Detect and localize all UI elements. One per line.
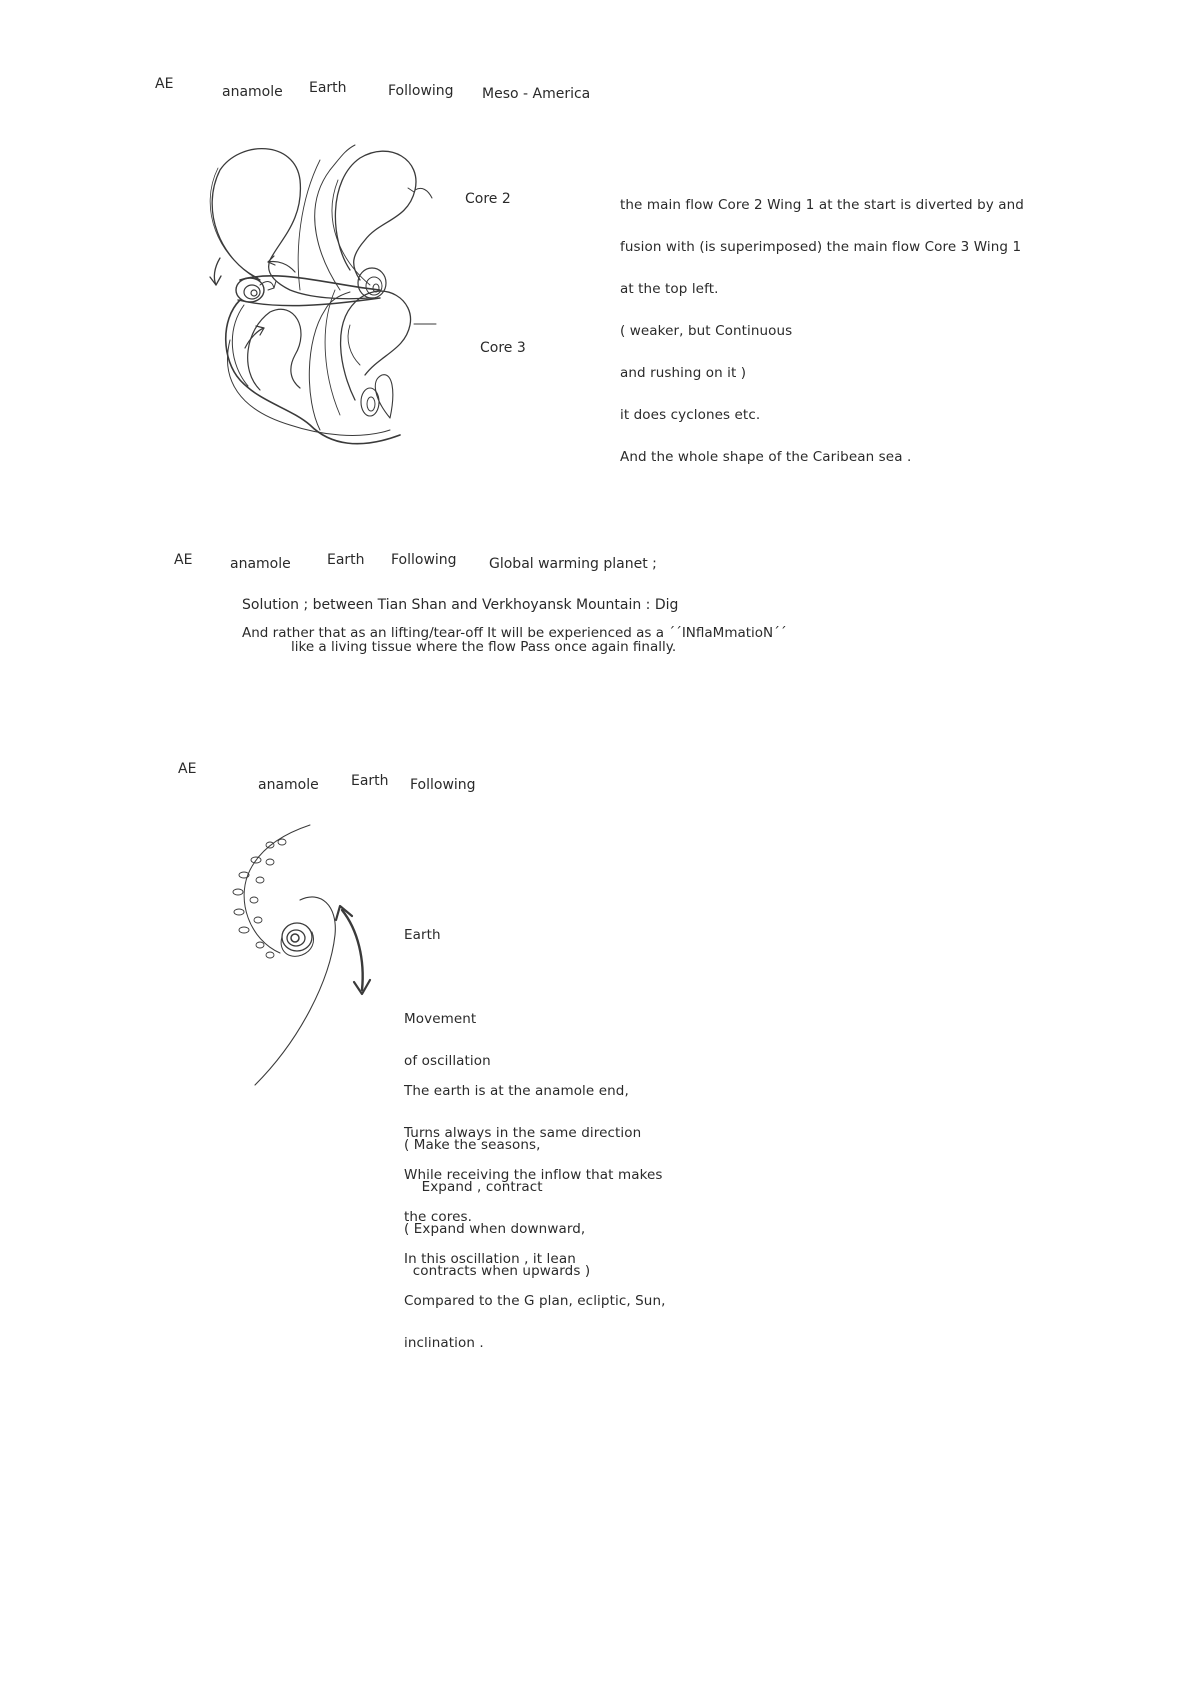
header-topic: Meso - America: [482, 86, 591, 102]
header-following: Following: [391, 552, 457, 568]
paragraph-line: the main flow Core 2 Wing 1 at the start is diverted by and: [620, 197, 1024, 213]
earth-end-description: [404, 1053, 666, 1378]
header-following: Following: [388, 83, 454, 99]
note-line: contracts when upwards ): [404, 1263, 591, 1279]
header-anamole: anamole: [258, 777, 319, 793]
note-line: of oscillation: [404, 1053, 491, 1069]
paragraph-line: the cores.: [404, 1209, 473, 1225]
note-line: Earth: [404, 927, 441, 943]
note-line: Movement: [404, 1011, 477, 1027]
paragraph-line: Turns always in the same direction: [404, 1125, 642, 1141]
header-ae: AE: [155, 76, 174, 92]
paragraph-line: Compared to the G plan, ecliptic, Sun,: [404, 1293, 666, 1309]
rather-text-line-2: like a living tissue where the flow Pass once again finally.: [291, 639, 677, 655]
paragraph-line: and rushing on it ): [620, 365, 747, 381]
paragraph-line: at the top left.: [620, 281, 719, 297]
paragraph-line: And the whole shape of the Caribean sea .: [620, 449, 912, 465]
header-anamole: anamole: [222, 84, 283, 100]
paragraph-line: While receiving the inflow that makes: [404, 1167, 663, 1183]
header-topic: Global warming planet ;: [489, 556, 657, 572]
header-following: Following: [410, 777, 476, 793]
header-earth: Earth: [351, 773, 389, 789]
header-anamole: anamole: [230, 556, 291, 572]
note-line: Expand , contract: [404, 1179, 543, 1195]
paragraph-line: ( weaker, but Continuous: [620, 323, 793, 339]
header-ae: AE: [174, 552, 193, 568]
label-core-2: Core 2: [465, 191, 511, 207]
paragraph-line: In this oscillation , it lean: [404, 1251, 576, 1267]
header-earth: Earth: [309, 80, 347, 96]
paragraph-line: fusion with (is superimposed) the main flow Core 3 Wing 1: [620, 239, 1022, 255]
paragraph-line: inclination .: [404, 1335, 484, 1351]
paragraph-line: The earth is at the anamole end,: [404, 1083, 629, 1099]
solution-text: Solution ; between Tian Shan and Verkhoyansk Mountain : Dig: [242, 597, 679, 613]
rather-text-line-1: And rather that as an lifting/tear-off It will be experienced as a ´´INflaMmatioN´´: [242, 625, 787, 641]
paragraph-line: it does cyclones etc.: [620, 407, 761, 423]
label-core-3: Core 3: [480, 340, 526, 356]
earth-oscillation-sketch: [230, 820, 390, 1090]
note-line: [404, 970, 590, 984]
header-earth: Earth: [327, 552, 365, 568]
core-flow-description: [620, 170, 1024, 492]
header-ae: AE: [178, 761, 197, 777]
note-line: ( Expand when downward,: [404, 1221, 586, 1237]
note-line: ( Make the seasons,: [404, 1137, 541, 1153]
